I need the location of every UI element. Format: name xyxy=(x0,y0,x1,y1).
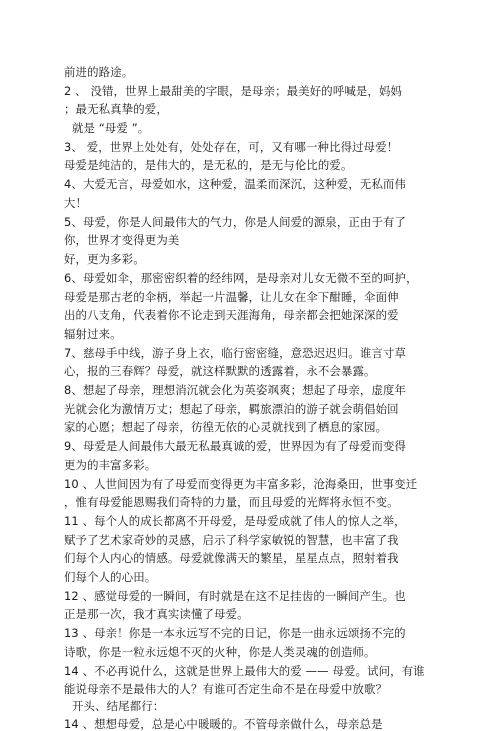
text-line-25: 11 、每个人的成长都离不开母爱，是母爱成就了伟人的惊人之举， xyxy=(64,514,406,528)
text-line-10: 你，世界才变得更为美 xyxy=(64,233,180,247)
text-line-18: 8、想起了母亲，理想消沉就会化为英姿飒爽；想起了母亲，虚度年 xyxy=(64,383,407,397)
text-line-17: 心，报的三春辉？母爱，就这样默默的透露着，永不会暴露。 xyxy=(64,364,376,378)
text-line-26: 赋予了艺术家奇妙的灵感，启示了科学家敏锐的智慧，也丰富了我 xyxy=(64,533,399,547)
text-line-30: 正是那一次，我才真实读懂了母爱。 xyxy=(64,607,249,621)
text-line-36: 14 、想想母爱，总是心中暖暖的。不管母亲做什么，母亲总是 xyxy=(64,717,383,731)
text-line-28: 们每个人的心田。 xyxy=(64,570,157,584)
text-line-2: 2 、 没错，世界上最甜美的字眼，是母亲；最美好的呼喊是，妈妈 xyxy=(64,84,403,98)
text-line-16: 7、慈母手中线，游子身上衣，临行密密缝，意恐迟迟归。谁言寸草 xyxy=(64,346,407,360)
text-line-4: 就是 “母爱 ”。 xyxy=(72,121,150,135)
text-line-31: 13 、母亲！你是一本永远写不完的日记，你是一曲永远颂扬不完的 xyxy=(64,626,406,640)
text-line-20: 家的心愿；想起了母亲，彷徨无依的心灵就找到了栖息的家园。 xyxy=(64,420,388,434)
text-line-5: 3、 爱，世界上处处有，处处存在，可，又有哪一种比得过母爱！ xyxy=(64,140,399,154)
text-line-27: 们每个人内心的情感。母爱就像满天的繁星，星星点点，照射着我 xyxy=(64,551,399,565)
text-line-19: 光就会化为激情万丈；想起了母亲，羁旅漂泊的游子就会萌倡始回 xyxy=(64,402,399,416)
text-line-29: 12 、感觉母爱的一瞬间，有时就是在这不足挂齿的一瞬间产生。也 xyxy=(64,589,406,603)
text-line-15: 辐射过来。 xyxy=(64,327,122,341)
text-line-33: 14 、不必再说什么，这就是世界上最伟大的爱 —— 母爱。试问，有谁 xyxy=(64,664,425,678)
text-line-24: ，惟有母爱能恩赐我们奇特的力量，而且母爱的光辉将永恒不变。 xyxy=(64,495,399,509)
text-line-22: 更为的丰富多彩。 xyxy=(64,458,157,472)
text-line-21: 9、母爱是人间最伟大最无私最真诚的爱，世界因为有了母爱而变得 xyxy=(64,439,407,453)
text-line-8: 大！ xyxy=(64,196,88,210)
text-line-35: 开头、结尾都行： xyxy=(72,699,165,713)
text-line-9: 5、母爱，你是人间最伟大的气力，你是人间爱的源泉，正由于有了 xyxy=(64,215,407,229)
text-line-12: 6、母爱如伞，那密密织着的经纬网，是母亲对儿女无微不至的呵护， xyxy=(64,271,418,285)
text-line-23: 10 、人世间因为有了母爱而变得更为丰富多彩，沧海桑田，世事变迁 xyxy=(64,477,418,491)
text-line-14: 出的八支角，代表着你不论走到天涯海角，母亲都会把她深深的爱 xyxy=(64,308,399,322)
text-line-11: 好，更为多彩。 xyxy=(64,252,145,266)
text-line-1: 前进的路途。 xyxy=(64,65,134,79)
text-line-3: ；最无私真挚的爱， xyxy=(64,102,168,116)
text-line-6: 母爱是纯洁的，是伟大的，是无私的，是无与伦比的爱。 xyxy=(64,158,353,172)
text-line-32: 诗歌，你是一粒永远熄不灭的火种，你是人类灵魂的创造师。 xyxy=(64,645,376,659)
text-line-13: 母爱是那古老的伞柄，举起一片温馨，让儿女在伞下酣睡，伞面伸 xyxy=(64,290,399,304)
text-line-7: 4、大爱无言，母爱如水，这种爱，温柔而深沉，这种爱，无私而伟 xyxy=(64,177,407,191)
text-line-34: 能说母亲不是最伟大的人？有谁可否定生命不是在母爱中放歌？ xyxy=(64,682,388,696)
